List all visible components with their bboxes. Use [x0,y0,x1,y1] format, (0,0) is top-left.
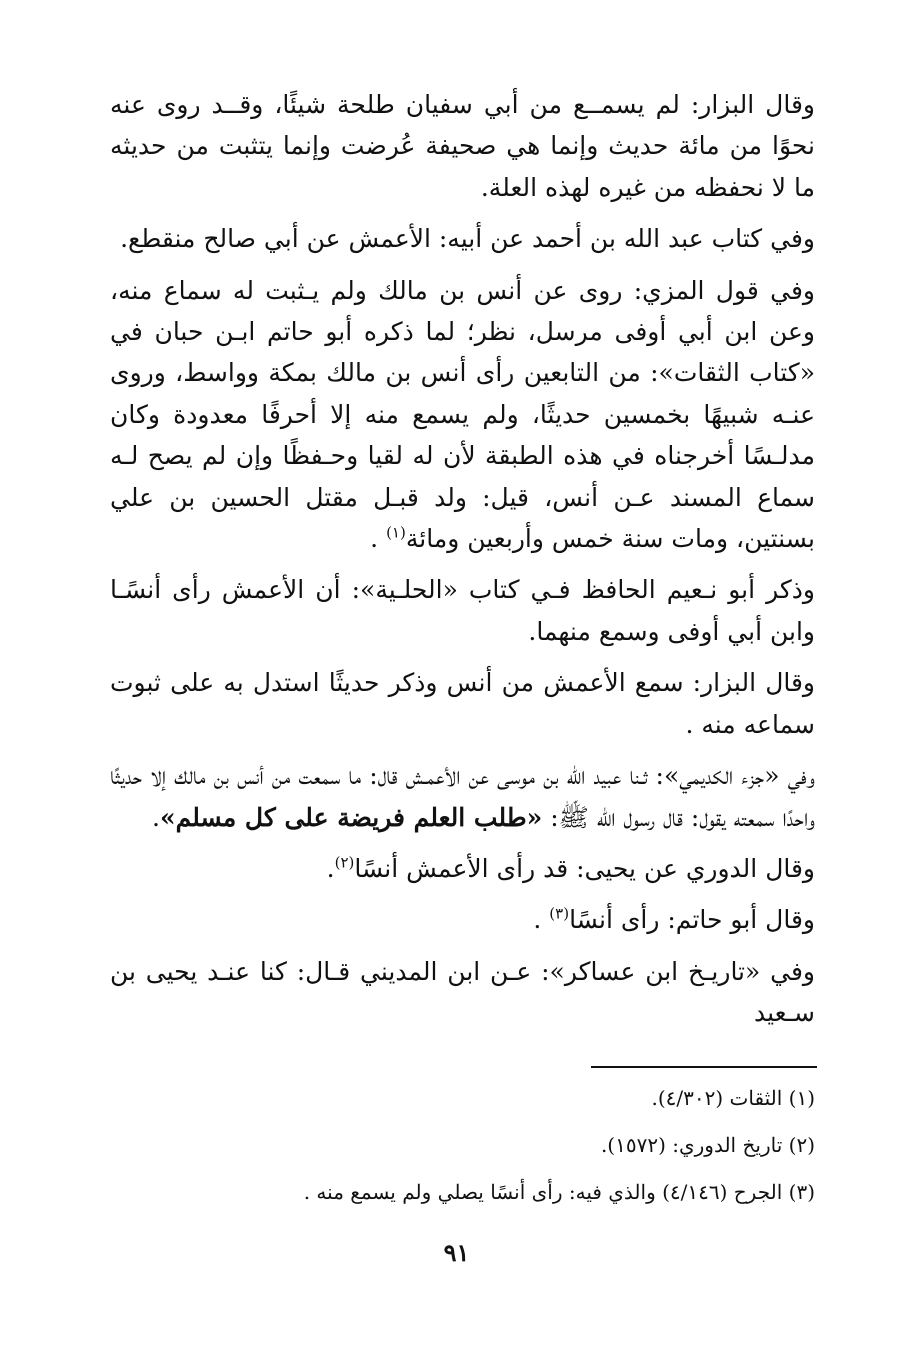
footnotes [110,1080,815,1221]
paragraph-text: . [533,905,550,935]
paragraph [110,84,815,208]
paragraph [110,755,815,838]
paragraph [110,218,815,259]
footnote-2: (٢) تاريخ الدوري: (١٥٧٢). [600,1133,815,1157]
paragraph-text: . [326,853,335,883]
footnote-1: (١) الثقات (٤/٣٠٢). [651,1086,815,1110]
paragraph [110,899,815,940]
paragraph-text: . [370,524,387,554]
paragraph-text: وقال البزار: لم يسمــع من أبي سفيان طلحة شيئًا، وقــد روى عنه نحوًا من مائة حديث وإنما هي صحيفة عُرضت وإنما يتثبت من حديثه ما لا نحفظه من غيره لهذه العلة. [110,90,815,202]
footnote-reference: (٢) [334,853,355,872]
paragraph-text: وفي «جزء الكديمي»: ثـنا عبيد الله بن موسى عن الأعمـش قال: ما سمعت من أنس بن مالك إلا حديثًا واحدًا سمعته يقول: قال رسول الله ﷺ: [110,761,815,832]
paragraph [110,848,815,889]
paragraph [110,569,815,652]
paragraph-text: وقال البزار: سمع الأعمش من أنس وذكر حديثًا استدل به على ثبوت سماعه منه . [110,668,815,739]
paragraph-text: وفي قول المزي: روى عن أنس بن مالك ولم يـثبت له سماع منه، وعن ابن أبي أوفى مرسل، نظر؛ لما ذكره أبو حاتم ابـن حبان في «كتاب الثقات»: من التابعين رأى أنس بن مالك بمكة وواسط، وروى عنـه شبيهًا بخمسين حديثًا، ولم يسمع منه إلا أحرفًا معدودة وكان مدلـسًا أخرجناه في هذه الطبقة لأن له لقيا وحـفظًا وإن لم يصح لـه سماع المسند عـن أنس، قيل: ولد قبـل مقتل الحسين بن علي بسنتين، ومات سنة خمس وأربعين ومائة [110,275,815,554]
footnote-reference: (١) [386,523,406,542]
paragraph-text: وقال الدوري عن يحيى: قد رأى الأعمش أنسًا [354,853,815,883]
footnote-3: (٣) الجرح (٤/١٤٦) والذي فيه: رأى أنسًا يصلي ولم يسمع منه . [303,1180,815,1204]
paragraph-text: وذكر أبو نـعيم الحافظ فـي كتاب «الحلـية»: أن الأعمش رأى أنسًـا وابن أبي أوفى وسمع منهما. [110,575,815,646]
hadith-quote: «طلب العلم فريضة على كل مسلم» [159,802,543,832]
paragraph-text: وفي «تاريـخ ابن عساكر»: عـن ابن المديني قـال: كنا عنـد يحيى بن سـعيد [110,956,815,1028]
footnote-separator [591,1066,817,1068]
paragraph [110,270,815,560]
main-text [110,84,815,1044]
paragraph [110,951,815,1034]
paragraph-text: . [152,802,160,832]
page-number: ٩١ [443,1238,470,1267]
paragraph [110,662,815,745]
footnote-reference: (٣) [549,904,570,923]
paragraph-text: وفي كتاب عبد الله بن أحمد عن أبيه: الأعمش عن أبي صالح منقطع. [120,224,815,254]
paragraph-text: وقال أبو حاتم: رأى أنسًا [569,905,815,935]
